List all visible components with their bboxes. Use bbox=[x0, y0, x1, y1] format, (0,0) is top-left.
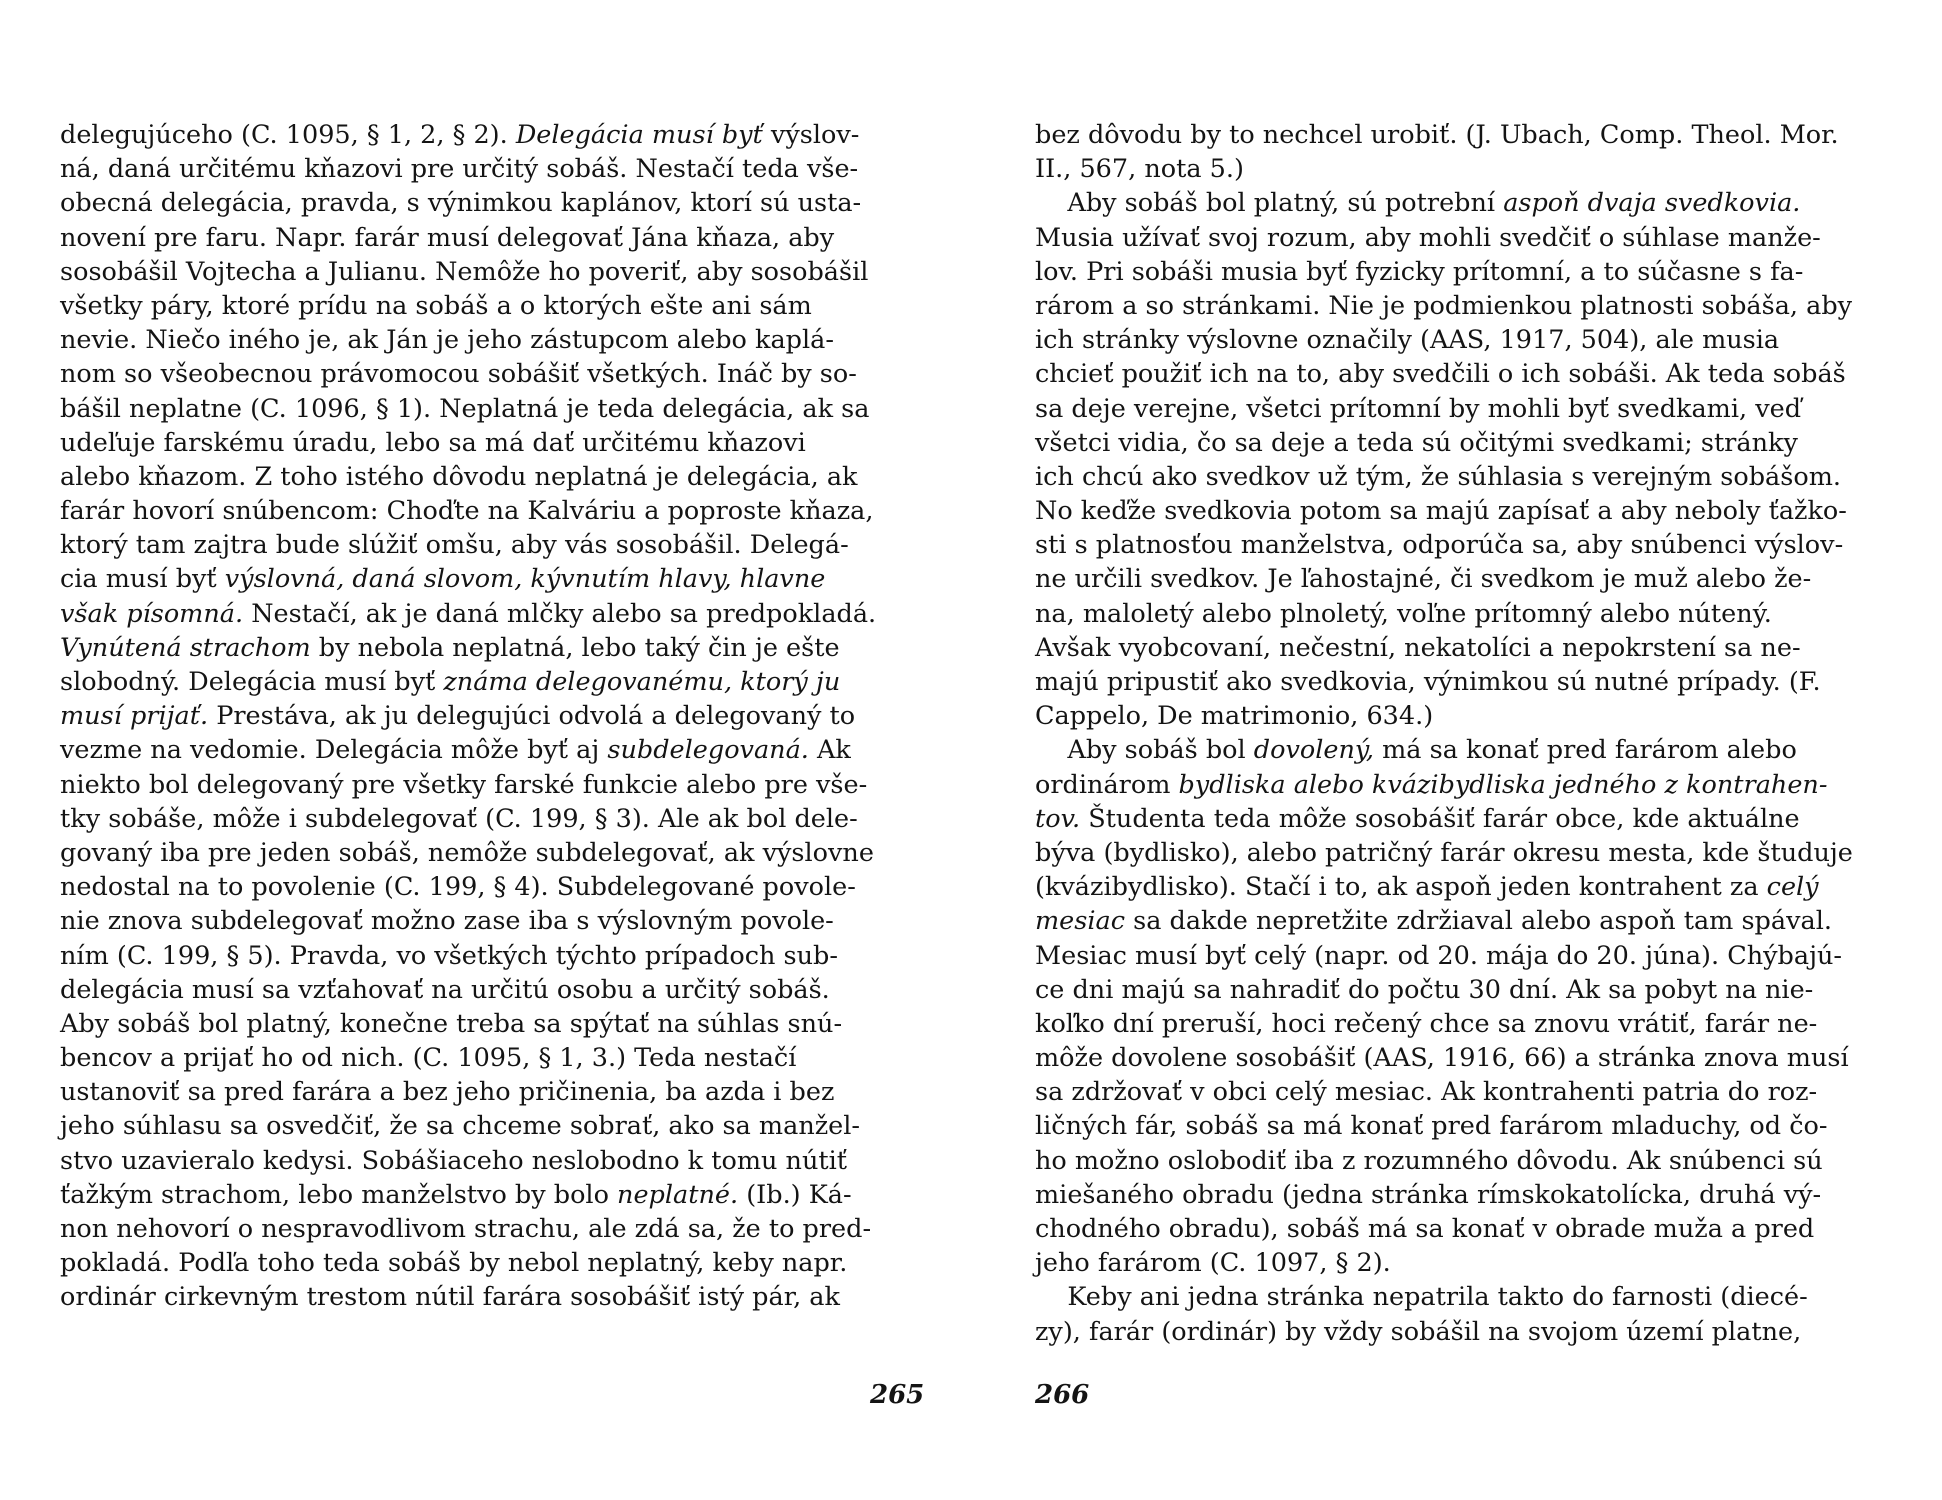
text-run: Prestáva, ak ju delegujúci odvolá a delegovaný to bbox=[208, 701, 856, 732]
italic-text-run: dovolený, bbox=[1253, 735, 1375, 766]
italic-text-run: tov. bbox=[1035, 803, 1081, 834]
text-line bbox=[60, 562, 945, 596]
text-run: cia musí byť bbox=[60, 564, 225, 595]
text-line bbox=[1035, 255, 1920, 289]
text-run: udeľuje farskému úradu, lebo sa má dať určitému kňazovi bbox=[60, 427, 806, 458]
text-line bbox=[1035, 1280, 1920, 1314]
italic-text-run: musí prijať. bbox=[60, 701, 209, 732]
text-run: novení pre faru. Napr. farár musí delegovať Jána kňaza, aby bbox=[60, 222, 835, 253]
text-run: ustanoviť sa pred farára a bez jeho pričinenia, ba azda i bez bbox=[60, 1077, 835, 1108]
text-line bbox=[60, 392, 945, 426]
text-line bbox=[1035, 802, 1920, 836]
text-run: má sa konať pred farárom alebo bbox=[1374, 735, 1797, 766]
text-run: tky sobáše, môže i subdelegovať (C. 199, § 3). Ale ak bol dele- bbox=[60, 803, 858, 834]
text-line bbox=[1035, 460, 1920, 494]
text-run: alebo kňazom. Z toho istého dôvodu neplatná je delegácia, ak bbox=[60, 461, 858, 492]
text-line bbox=[1035, 939, 1920, 973]
text-run: ktorý tam zajtra bude slúžiť omšu, aby vás sosobášil. Delegá- bbox=[60, 530, 849, 561]
text-line bbox=[60, 221, 945, 255]
text-run: Mesiac musí byť celý (napr. od 20. mája do 20. júna). Chýbajú- bbox=[1035, 940, 1843, 971]
text-run: chcieť použiť ich na to, aby svedčili o ich sobáši. Ak teda sobáš bbox=[1035, 359, 1846, 390]
text-line bbox=[60, 1007, 945, 1041]
text-run: všetci vidia, čo sa deje a teda sú očitými svedkami; stránky bbox=[1035, 427, 1798, 458]
text-run: sa deje verejne, všetci prítomní by mohli byť svedkami, veď bbox=[1035, 393, 1802, 424]
text-line bbox=[1035, 836, 1920, 870]
text-run: jeho súhlasu sa osvedčiť, že sa chceme sobrať, ako sa manžel- bbox=[60, 1111, 861, 1142]
text-line bbox=[1035, 733, 1920, 767]
text-run: rárom a so stránkami. Nie je podmienkou platnosti sobáša, aby bbox=[1035, 290, 1853, 321]
text-run: ordinár cirkevným trestom nútil farára sosobášiť istý pár, ak bbox=[60, 1282, 840, 1313]
text-line bbox=[1035, 357, 1920, 391]
right-page-text bbox=[1035, 118, 1920, 1349]
text-run: Musia užívať svoj rozum, aby mohli svedčiť o súhlase manže- bbox=[1035, 222, 1821, 253]
text-run: ním (C. 199, § 5). Pravda, vo všetkých týchto prípadoch sub- bbox=[60, 940, 838, 971]
text-line bbox=[60, 1075, 945, 1109]
text-line bbox=[60, 152, 945, 186]
text-line bbox=[60, 597, 945, 631]
text-run: Aby sobáš bol bbox=[1035, 735, 1254, 766]
text-line bbox=[60, 528, 945, 562]
text-line bbox=[1035, 1246, 1920, 1280]
italic-text-run: známa delegovanému, ktorý ju bbox=[443, 667, 841, 697]
text-run: na, maloletý alebo plnoletý, voľne prítomný alebo nútený. bbox=[1035, 598, 1772, 629]
text-line bbox=[60, 1280, 945, 1314]
italic-text-run: subdelegovaná. bbox=[607, 735, 809, 766]
text-run: farár hovorí snúbencom: Choďte na Kalváriu a poproste kňaza, bbox=[60, 496, 874, 527]
text-line bbox=[1035, 973, 1920, 1007]
text-line bbox=[1035, 870, 1920, 904]
text-run: ich chcú ako svedkov už tým, že súhlasia s verejným sobášom. bbox=[1035, 461, 1841, 492]
text-line bbox=[60, 1178, 945, 1212]
text-line bbox=[1035, 768, 1920, 802]
text-run: pokladá. Podľa toho teda sobáš by nebol neplatný, keby napr. bbox=[60, 1248, 848, 1279]
text-line bbox=[60, 973, 945, 1007]
text-run: ličných fár, sobáš sa má konať pred farárom mladuchy, od čo- bbox=[1035, 1111, 1828, 1142]
text-line bbox=[60, 1144, 945, 1178]
text-run: nom so všeobecnou právomocou sobášiť všetkých. Ináč by so- bbox=[60, 359, 857, 390]
text-run: govaný iba pre jeden sobáš, nemôže subdelegovať, ak výslovne bbox=[60, 837, 874, 868]
text-run: (kvázibydlisko). Stačí i to, ak aspoň jeden kontrahent za bbox=[1035, 872, 1767, 903]
text-run: miešaného obradu (jedna stránka rímskokatolícka, druhá vý- bbox=[1035, 1179, 1822, 1210]
text-run: majú pripustiť ako svedkovia, výnimkou sú nutné prípady. (F. bbox=[1035, 667, 1821, 697]
text-line bbox=[60, 665, 945, 699]
left-page-number: 265 bbox=[870, 1380, 925, 1410]
text-line bbox=[1035, 494, 1920, 528]
text-line bbox=[60, 699, 945, 733]
text-line bbox=[1035, 392, 1920, 426]
text-line bbox=[60, 323, 945, 357]
text-line bbox=[1035, 1212, 1920, 1246]
text-line bbox=[1035, 1109, 1920, 1143]
text-run: býva (bydlisko), alebo patričný farár okresu mesta, kde študuje bbox=[1035, 837, 1853, 868]
text-line bbox=[60, 836, 945, 870]
text-line bbox=[60, 186, 945, 220]
text-run: (Ib.) Ká- bbox=[738, 1179, 852, 1210]
text-run: Študenta teda môže sosobášiť farár obce, kde aktuálne bbox=[1080, 803, 1800, 834]
text-line bbox=[1035, 152, 1920, 186]
text-run: Avšak vyobcovaní, nečestní, nekatolíci a nepokrstení sa ne- bbox=[1035, 632, 1801, 663]
text-line bbox=[60, 1212, 945, 1246]
text-line bbox=[1035, 1007, 1920, 1041]
italic-text-run: Delegácia musí byť bbox=[515, 120, 763, 150]
text-line bbox=[60, 289, 945, 323]
text-run: všetky páry, ktoré prídu na sobáš a o ktorých ešte ani sám bbox=[60, 290, 812, 321]
text-line bbox=[1035, 1144, 1920, 1178]
text-line bbox=[1035, 597, 1920, 631]
text-line bbox=[60, 460, 945, 494]
text-line bbox=[1035, 528, 1920, 562]
text-line bbox=[1035, 426, 1920, 460]
text-line bbox=[60, 631, 945, 665]
text-line bbox=[1035, 904, 1920, 938]
text-run: môže dovolene sosobášiť (AAS, 1916, 66) a stránka znova musí bbox=[1035, 1043, 1849, 1074]
text-line bbox=[60, 494, 945, 528]
text-run: ťažkým strachom, lebo manželstvo by bolo bbox=[60, 1179, 618, 1210]
text-run: non nehovorí o nespravodlivom strachu, ale zdá sa, že to pred- bbox=[60, 1214, 872, 1244]
text-line bbox=[60, 1041, 945, 1075]
text-line bbox=[1035, 323, 1920, 357]
text-run: Aby sobáš bol platný, konečne treba sa spýtať na súhlas snú- bbox=[60, 1008, 843, 1039]
text-run: nevie. Niečo iného je, ak Ján je jeho zástupcom alebo kaplá- bbox=[60, 325, 834, 356]
text-line bbox=[60, 118, 945, 152]
text-line bbox=[1035, 631, 1920, 665]
text-run: Aby sobáš bol platný, sú potrební bbox=[1035, 188, 1504, 219]
text-run: sti s platnosťou manželstva, odporúča sa, aby snúbenci výslov- bbox=[1035, 530, 1844, 561]
text-run: bencov a prijať ho od nich. (C. 1095, § 1, 3.) Teda nestačí bbox=[60, 1043, 797, 1074]
text-line bbox=[60, 870, 945, 904]
text-run: nedostal na to povolenie (C. 199, § 4). Subdelegované povole- bbox=[60, 872, 856, 903]
text-run: lov. Pri sobáši musia byť fyzicky prítomní, a to súčasne s fa- bbox=[1035, 256, 1804, 287]
text-line bbox=[60, 904, 945, 938]
text-run: ce dni majú sa nahradiť do počtu 30 dní. Ak sa pobyt na nie- bbox=[1035, 974, 1814, 1005]
text-run: ne určili svedkov. Je ľahostajné, či svedkom je muž alebo že- bbox=[1035, 564, 1812, 595]
text-run: by nebola neplatná, lebo taký čin je ešte bbox=[310, 632, 840, 663]
italic-text-run: Vynútená strachom bbox=[60, 632, 311, 663]
italic-text-run: však písomná. bbox=[60, 598, 244, 629]
text-line bbox=[60, 939, 945, 973]
text-line bbox=[60, 768, 945, 802]
text-line bbox=[60, 802, 945, 836]
text-run: bášil neplatne (C. 1096, § 1). Neplatná je teda delegácia, ak sa bbox=[60, 393, 870, 424]
italic-text-run: neplatné. bbox=[617, 1179, 739, 1210]
text-run: II., 567, nota 5.) bbox=[1035, 154, 1244, 185]
text-run: obecná delegácia, pravda, s výnimkou kaplánov, ktorí sú usta- bbox=[60, 188, 862, 219]
text-run: Keby ani jedna stránka nepatrila takto do farnosti (diecé- bbox=[1035, 1282, 1808, 1313]
text-run: ordinárom bbox=[1035, 769, 1179, 800]
text-run: koľko dní preruší, hoci rečený chce sa znovu vrátiť, farár ne- bbox=[1035, 1008, 1818, 1039]
text-line bbox=[60, 426, 945, 460]
text-run: ho možno oslobodiť iba z rozumného dôvodu. Ak snúbenci sú bbox=[1035, 1145, 1823, 1176]
text-line bbox=[60, 357, 945, 391]
text-line bbox=[1035, 186, 1920, 220]
text-run: zy), farár (ordinár) by vždy sobášil na svojom území platne, bbox=[1035, 1316, 1802, 1347]
text-run: slobodný. Delegácia musí byť bbox=[60, 667, 444, 697]
text-line bbox=[60, 1109, 945, 1143]
text-line bbox=[1035, 1315, 1920, 1349]
italic-text-run: mesiac bbox=[1035, 906, 1125, 937]
text-run: nie znova subdelegovať možno zase iba s výslovným povole- bbox=[60, 906, 834, 937]
text-run: Cappelo, De matrimonio, 634.) bbox=[1035, 701, 1434, 732]
text-run: delegujúceho (C. 1095, § 1, 2, § 2). bbox=[60, 120, 516, 150]
text-run: bez dôvodu by to nechcel urobiť. (J. Ubach, Comp. Theol. Mor. bbox=[1035, 120, 1839, 150]
text-run: ná, daná určitému kňazovi pre určitý sobáš. Nestačí teda vše- bbox=[60, 154, 859, 185]
text-run: stvo uzavieralo kedysi. Sobášiaceho neslobodno k tomu nútiť bbox=[60, 1145, 848, 1176]
text-run: Ak bbox=[808, 735, 851, 766]
text-line bbox=[60, 1246, 945, 1280]
text-run: sa zdržovať v obci celý mesiac. Ak kontrahenti patria do roz- bbox=[1035, 1077, 1818, 1108]
text-run: výslov- bbox=[762, 120, 860, 150]
left-page-text bbox=[60, 118, 945, 1315]
right-page-number: 266 bbox=[1035, 1380, 1090, 1410]
text-line bbox=[1035, 562, 1920, 596]
text-run: Nestačí, ak je daná mlčky alebo sa predpokladá. bbox=[243, 598, 877, 629]
italic-text-run: aspoň dvaja svedkovia. bbox=[1503, 188, 1801, 219]
text-line bbox=[1035, 1178, 1920, 1212]
text-run: sa dakde nepretžite zdržiaval alebo aspoň tam spával. bbox=[1125, 906, 1832, 937]
text-run: ich stránky výslovne označily (AAS, 1917, 504), ale musia bbox=[1035, 325, 1780, 356]
text-run: No keďže svedkovia potom sa majú zapísať a aby neboly ťažko- bbox=[1035, 496, 1847, 527]
text-run: delegácia musí sa vzťahovať na určitú osobu a určitý sobáš. bbox=[60, 974, 830, 1005]
text-run: chodného obradu), sobáš má sa konať v obrade muža a pred bbox=[1035, 1214, 1815, 1244]
text-run: sosobášil Vojtecha a Julianu. Nemôže ho poveriť, aby sosobášil bbox=[60, 256, 869, 287]
italic-text-run: výslovná, daná slovom, kývnutím hlavy, hlavne bbox=[224, 564, 826, 595]
text-run: jeho farárom (C. 1097, § 2). bbox=[1035, 1248, 1391, 1279]
text-line bbox=[1035, 289, 1920, 323]
text-line bbox=[1035, 1075, 1920, 1109]
text-line bbox=[1035, 665, 1920, 699]
text-run: vezme na vedomie. Delegácia môže byť aj bbox=[60, 735, 608, 766]
text-line bbox=[60, 255, 945, 289]
italic-text-run: celý bbox=[1766, 872, 1819, 903]
text-line bbox=[1035, 1041, 1920, 1075]
text-line bbox=[1035, 118, 1920, 152]
italic-text-run: bydliska alebo kvázibydliska jedného z kontrahen- bbox=[1178, 769, 1828, 800]
text-line bbox=[1035, 221, 1920, 255]
text-line bbox=[1035, 699, 1920, 733]
text-line bbox=[60, 733, 945, 767]
text-run: niekto bol delegovaný pre všetky farské funkcie alebo pre vše- bbox=[60, 769, 868, 800]
